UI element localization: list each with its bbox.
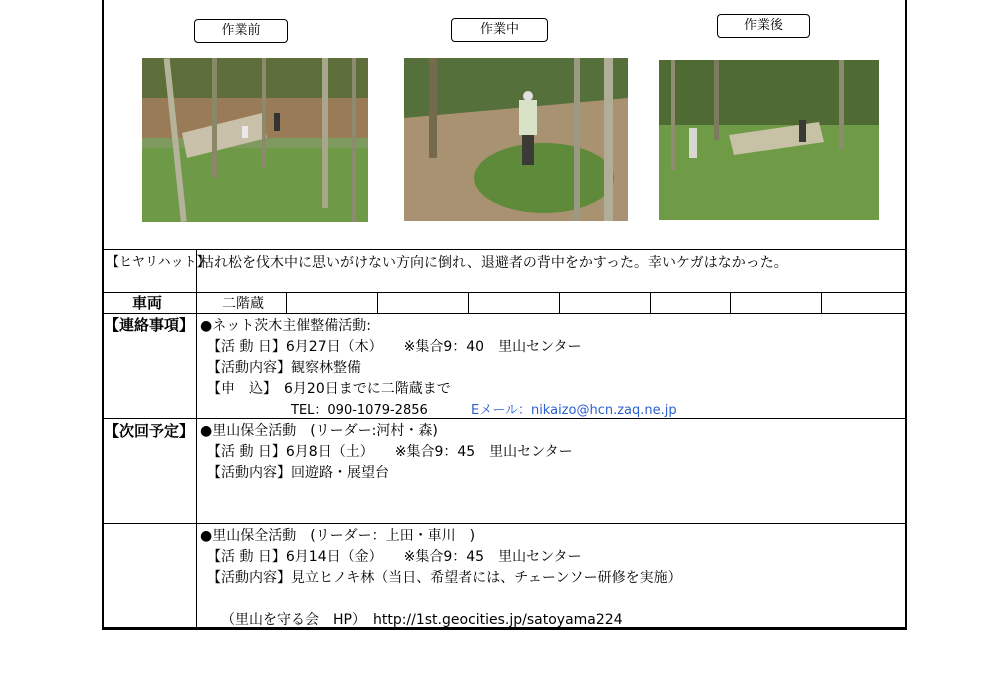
divider-next-item2-top [104,523,905,524]
next-item1-content: 【活動内容】回遊路・展望台 [207,465,389,481]
activity-report-sheet [102,0,907,630]
next-item1-date: 【活 動 日】6月8日（土） ※集合9：45 里山センター [207,444,573,460]
label-column-divider [196,249,197,627]
after-work-label: 作業後 [717,14,810,38]
next-label: 【次回予定】 [104,422,195,440]
vehicle-cell-divider [650,292,651,313]
vehicle-cell-divider [286,292,287,313]
contact-tel: TEL：090-1079-2856 [291,403,428,418]
vehicle-cell-1: 二階蔵 [222,296,264,312]
next-item2-content: 【活動内容】見立ヒノキ林（当日、希望者には、チェーンソー研修を実施） [207,570,682,586]
next-item2-hp-link[interactable]: （里山を守る会 HP） http://1st.geocities.jp/satoyama224 [221,612,623,628]
vehicle-cell-divider [559,292,560,313]
vehicle-cell-divider [377,292,378,313]
divider-contact-top [104,313,905,314]
during-work-photo [404,58,628,221]
contact-date: 【活 動 日】6月27日（木） ※集合9：40 里山センター [207,339,582,355]
contact-title: ●ネット茨木主催整備活動: [200,318,371,334]
contact-email-link[interactable]: Eメール：nikaizo@hcn.zaq.ne.jp [471,403,677,418]
after-work-photo [659,60,879,220]
contact-content: 【活動内容】観察林整備 [207,360,361,376]
next-item1-title: ●里山保全活動 (リーダー:河村・森) [200,423,438,439]
vehicle-label: 車両 [132,294,163,312]
before-work-label: 作業前 [194,19,288,43]
vehicle-cell-divider [821,292,822,313]
next-item2-date: 【活 動 日】6月14日（金） ※集合9：45 里山センター [207,549,582,565]
divider-hiyari-top [104,249,905,250]
before-work-photo [142,58,368,222]
hiyari-text: 枯れ松を伐木中に思いがけない方向に倒れ、退避者の背中をかすった。幸いケガはなかった。 [200,255,788,271]
during-work-label: 作業中 [451,18,548,42]
divider-vehicle-top [104,292,905,293]
next-item2-title: ●里山保全活動 (リーダー：上田・車川 ) [200,528,476,544]
contact-apply: 【申 込】 6月20日までに二階蔵まで [207,381,451,397]
vehicle-cell-divider [468,292,469,313]
contact-label: 【連絡事項】 [104,316,195,334]
vehicle-cell-divider [730,292,731,313]
hiyari-label: 【ヒヤリハット】 [106,255,210,270]
